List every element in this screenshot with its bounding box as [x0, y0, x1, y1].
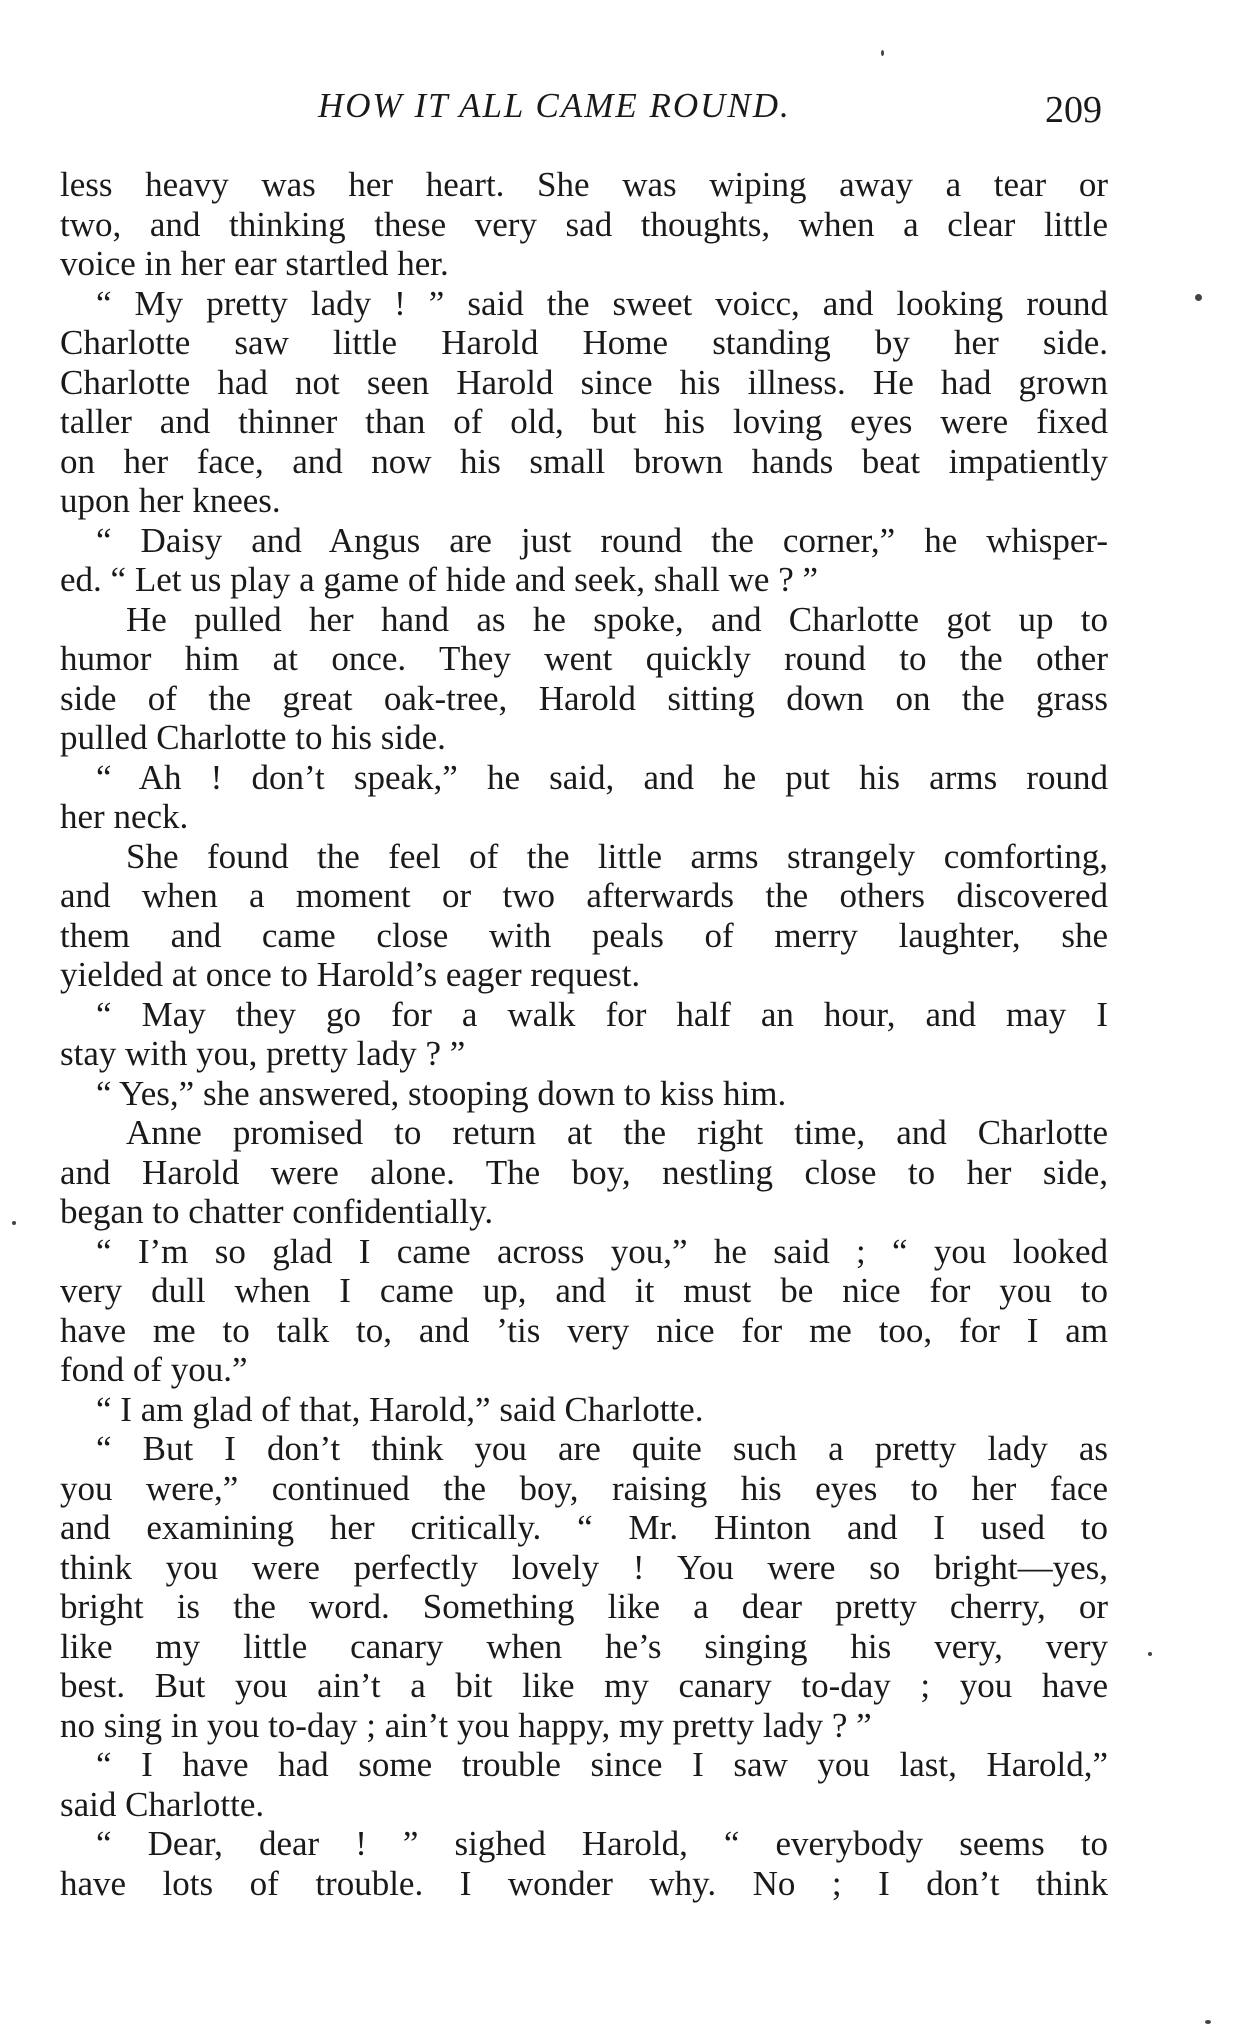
text-line: “ Ah ! don’t speak,” he said, and he put his arms round — [96, 757, 1108, 797]
text-line: She found the feel of the little arms strangely comforting, — [126, 836, 1108, 876]
text-line: no sing in you to-day ; ain’t you happy, my pretty lady ? ” — [60, 1705, 872, 1745]
text-line: and examining her critically. “ Mr. Hinton and I used to — [60, 1508, 1108, 1547]
text-line: “ Daisy and Angus are just round the corner,” he whisper- — [96, 520, 1108, 560]
text-line: pulled Charlotte to his side. — [60, 718, 446, 757]
text-line: humor him at once. They went quickly round to the other — [60, 639, 1108, 678]
text-line: like my little canary when he’s singing his very, very — [60, 1626, 1108, 1666]
text-line: Charlotte saw little Harold Home standing by her side. — [60, 323, 1108, 362]
text-line: fond of you.” — [60, 1350, 248, 1389]
text-line: side of the great oak-tree, Harold sitting down on the grass — [60, 678, 1108, 718]
text-line: on her face, and now his small brown hands beat impatiently — [60, 441, 1108, 481]
text-line: “ But I don’t think you are quite such a pretty lady as — [96, 1429, 1108, 1468]
text-line: bright is the word. Something like a dear pretty cherry, or — [60, 1587, 1108, 1626]
text-line: “ Yes,” she answered, stooping down to kiss him. — [96, 1073, 787, 1113]
text-line: “ May they go for a walk for half an hour, and may I — [96, 994, 1108, 1034]
scan-speck — [12, 1221, 16, 1225]
scan-speck — [1195, 294, 1202, 301]
text-line: ed. “ Let us play a game of hide and seek, shall we ? ” — [60, 560, 819, 599]
text-line: have me to talk to, and ’tis very nice for me too, for I am — [60, 1310, 1108, 1350]
text-line: “ I am glad of that, Harold,” said Charlotte. — [96, 1389, 704, 1429]
text-line: Charlotte had not seen Harold since his illness. He had grown — [60, 362, 1108, 402]
scan-speck — [1205, 2020, 1211, 2024]
text-line: began to chatter confidentially. — [60, 1192, 494, 1231]
text-line: “ I’m so glad I came across you,” he said ; “ you looked — [96, 1231, 1108, 1271]
text-line: said Charlotte. — [60, 1784, 265, 1824]
text-line: think you were perfectly lovely ! You were so bright—yes, — [60, 1547, 1108, 1587]
text-line: Anne promised to return at the right time, and Charlotte — [126, 1113, 1108, 1152]
text-line: He pulled her hand as he spoke, and Charlotte got up to — [126, 599, 1108, 639]
running-head — [0, 86, 1239, 136]
text-line: taller and thinner than of old, but his loving eyes were fixed — [60, 402, 1108, 441]
text-line: very dull when I came up, and it must be nice for you to — [60, 1271, 1108, 1310]
text-line: have lots of trouble. I wonder why. No ; I don’t think — [60, 1863, 1108, 1903]
text-line: “ My pretty lady ! ” said the sweet voicc, and looking round — [96, 283, 1108, 323]
text-line: best. But you ain’t a bit like my canary to-day ; you have — [60, 1666, 1108, 1705]
text-line: two, and thinking these very sad thoughts, when a clear little — [60, 204, 1108, 244]
text-line: yielded at once to Harold’s eager request. — [60, 955, 641, 994]
text-line: voice in her ear startled her. — [60, 244, 449, 283]
text-line: you were,” continued the boy, raising his eyes to her face — [60, 1468, 1108, 1508]
text-line: “ Dear, dear ! ” sighed Harold, “ everybody seems to — [96, 1824, 1108, 1863]
text-line: upon her knees. — [60, 481, 281, 520]
text-line: them and came close with peals of merry laughter, she — [60, 915, 1108, 955]
text-line: and when a moment or two afterwards the others discovered — [60, 876, 1108, 915]
scan-speck — [1148, 1652, 1152, 1656]
running-title: HOW IT ALL CAME ROUND. — [318, 86, 791, 125]
text-line: less heavy was her heart. She was wiping away a tear or — [60, 165, 1108, 204]
body-text — [60, 165, 1108, 1903]
text-line: “ I have had some trouble since I saw you last, Harold,” — [96, 1745, 1108, 1784]
page-number: 209 — [1045, 89, 1102, 131]
scan-speck — [881, 50, 884, 56]
text-line: and Harold were alone. The boy, nestling close to her side, — [60, 1152, 1108, 1192]
text-line: stay with you, pretty lady ? ” — [60, 1034, 466, 1073]
text-line: her neck. — [60, 797, 189, 836]
